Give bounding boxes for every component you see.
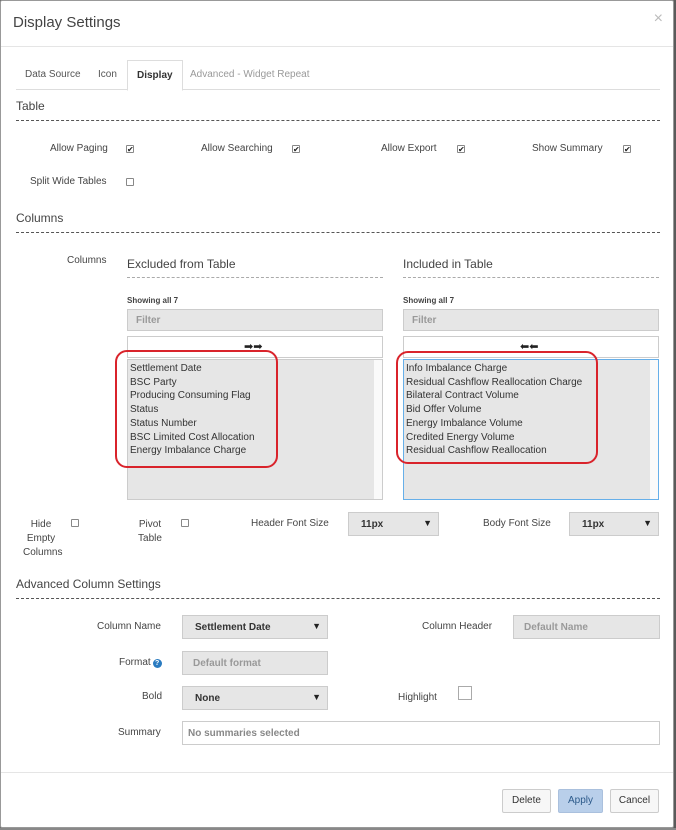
column-name-label: Column Name [97, 621, 161, 632]
chevron-down-icon: ▼ [423, 518, 432, 528]
tab-bar [16, 60, 660, 90]
included-underline [403, 277, 659, 278]
body-font-size-select[interactable] [569, 512, 659, 536]
check-icon: ✔ [458, 145, 465, 154]
bold-label: Bold [142, 691, 163, 702]
format-input[interactable]: Default format [182, 651, 328, 675]
tab-icon[interactable]: Icon [98, 69, 117, 80]
chevron-down-icon: ▼ [312, 621, 321, 631]
list-item[interactable]: Status [130, 404, 159, 416]
columns-label: Columns [67, 255, 107, 266]
format-label-text: Format [119, 657, 151, 668]
format-label [119, 657, 162, 668]
body-font-size-label: Body Font Size [483, 518, 551, 529]
column-name-select[interactable] [182, 615, 328, 639]
advanced-divider [16, 598, 660, 599]
excluded-highlight-ring [115, 350, 278, 468]
list-item[interactable]: Settlement Date [130, 363, 202, 374]
list-item[interactable]: Bilateral Contract Volume [406, 390, 519, 402]
modal-title: Display Settings [13, 14, 121, 31]
list-item[interactable]: Residual Cashflow Reallocation Charge [406, 376, 583, 388]
columns-divider [16, 232, 660, 233]
list-item[interactable]: Status Number [130, 417, 197, 429]
table-divider [16, 120, 660, 121]
hide-empty-columns-label [23, 518, 63, 560]
hide-empty-label-line: Hide [30, 519, 52, 530]
check-icon: ✔ [127, 145, 134, 154]
allow-paging-checkbox[interactable] [126, 145, 134, 153]
chevron-down-icon: ▼ [643, 518, 652, 528]
included-scrollbar[interactable] [650, 360, 658, 499]
list-item[interactable]: Credited Energy Volume [406, 431, 515, 443]
header-font-size-select[interactable] [348, 512, 439, 536]
chevron-down-icon: ▼ [312, 692, 321, 702]
delete-button[interactable]: Delete [502, 789, 551, 813]
included-showing-count: Showing all 7 [403, 296, 455, 305]
allow-paging-label: Allow Paging [50, 143, 108, 154]
apply-button[interactable]: Apply [558, 789, 603, 813]
excluded-showing-count: Showing all 7 [127, 296, 179, 305]
excluded-underline [127, 277, 383, 278]
header-font-size-value: 11px [361, 519, 384, 530]
cancel-button[interactable]: Cancel [610, 789, 659, 813]
allow-export-label: Allow Export [381, 143, 437, 154]
summary-label: Summary [118, 727, 161, 738]
excluded-heading: Excluded from Table [127, 257, 236, 271]
excluded-scrollbar[interactable] [374, 360, 382, 499]
tab-data-source[interactable]: Data Source [25, 69, 81, 80]
list-item[interactable]: Residual Cashflow Reallocation [406, 445, 547, 457]
included-highlight-ring [396, 351, 598, 464]
tab-advanced-widget-repeat[interactable]: Advanced - Widget Repeat [190, 69, 310, 80]
excluded-filter-input[interactable]: Filter [127, 309, 383, 331]
arrow-right-icon: ➡➡ [244, 341, 263, 353]
close-icon[interactable]: × [653, 10, 663, 27]
hide-empty-label-line: Columns [23, 547, 63, 558]
list-item[interactable]: Energy Imbalance Volume [406, 417, 523, 429]
pivot-table-label [135, 518, 165, 546]
list-item[interactable]: Energy Imbalance Charge [130, 445, 247, 457]
split-wide-tables-label: Split Wide Tables [30, 176, 107, 187]
modal-header [1, 1, 674, 47]
tab-display[interactable]: Display [127, 60, 183, 91]
show-summary-label: Show Summary [532, 143, 603, 154]
pivot-label-line: Table [138, 533, 162, 544]
allow-searching-label: Allow Searching [201, 143, 273, 154]
column-header-label: Column Header [422, 621, 493, 632]
advanced-section-title: Advanced Column Settings [16, 577, 161, 591]
bold-value: None [195, 693, 220, 704]
allow-export-checkbox[interactable] [457, 145, 465, 153]
pivot-table-checkbox[interactable] [181, 519, 189, 527]
split-wide-tables-checkbox[interactable] [126, 178, 134, 186]
modal-footer [1, 772, 674, 828]
list-item[interactable]: BSC Party [130, 376, 177, 388]
help-icon[interactable]: ? [153, 659, 162, 668]
included-heading: Included in Table [403, 257, 493, 271]
list-item[interactable]: Producing Consuming Flag [130, 390, 251, 402]
hide-empty-columns-checkbox[interactable] [71, 519, 79, 527]
header-font-size-label: Header Font Size [251, 518, 329, 529]
column-name-value: Settlement Date [195, 622, 271, 633]
show-summary-checkbox[interactable] [623, 145, 631, 153]
body-font-size-value: 11px [582, 519, 605, 530]
summary-input[interactable]: No summaries selected [182, 721, 660, 745]
allow-searching-checkbox[interactable] [292, 145, 300, 153]
list-item[interactable]: Bid Offer Volume [406, 404, 482, 416]
included-filter-input[interactable]: Filter [403, 309, 659, 331]
list-item[interactable]: BSC Limited Cost Allocation [130, 431, 255, 443]
bold-select[interactable] [182, 686, 328, 710]
arrow-left-icon: ⬅⬅ [520, 341, 539, 353]
table-section-title: Table [16, 99, 45, 113]
check-icon: ✔ [624, 145, 631, 154]
check-icon: ✔ [293, 145, 300, 154]
highlight-label: Highlight [398, 692, 437, 703]
pivot-label-line: Pivot [138, 519, 162, 530]
hide-empty-label-line: Empty [26, 533, 56, 544]
list-item[interactable]: Info Imbalance Charge [406, 363, 508, 374]
highlight-color-swatch[interactable] [458, 686, 472, 700]
columns-section-title: Columns [16, 211, 64, 225]
column-header-input[interactable]: Default Name [513, 615, 660, 639]
